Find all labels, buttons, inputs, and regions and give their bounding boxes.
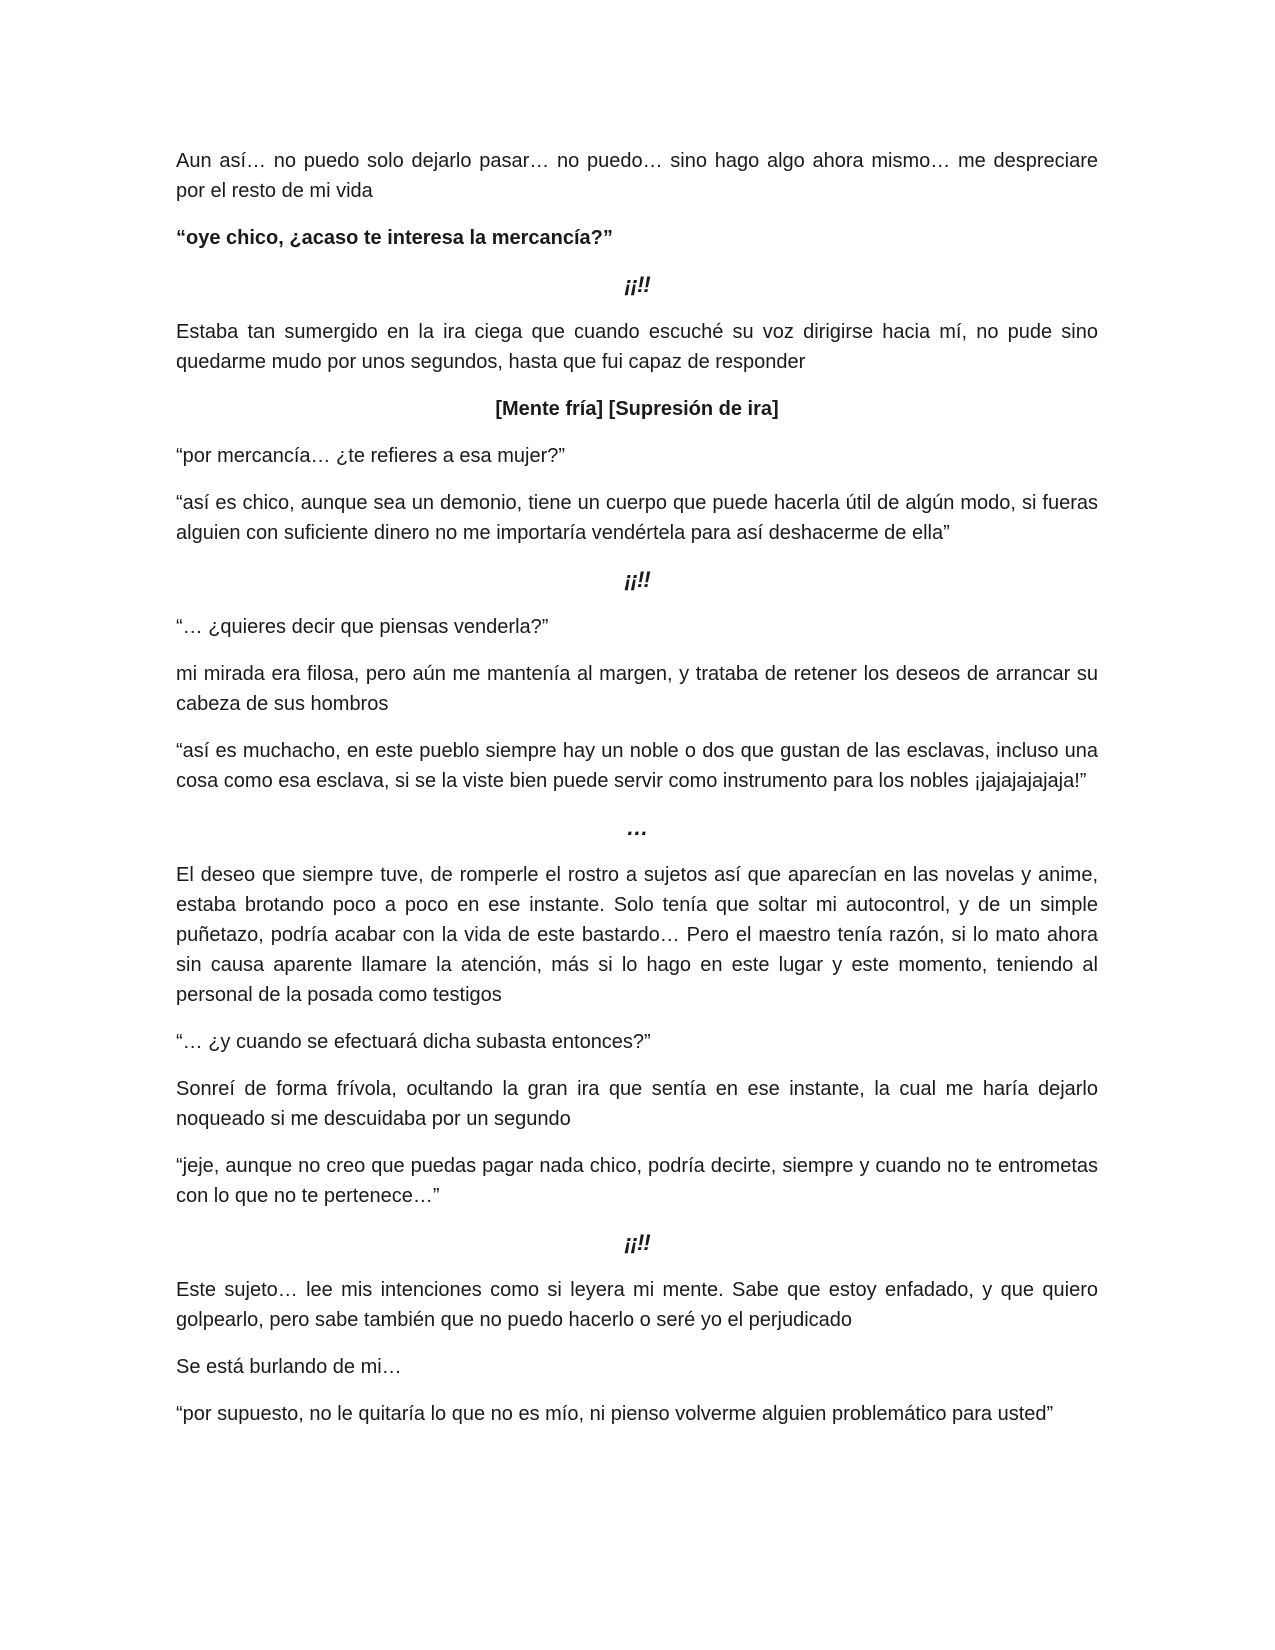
paragraph: Este sujeto… lee mis intenciones como si leyera mi mente. Sabe que estoy enfadado, y que quiero golpearlo, pero sabe también que no puedo hacerlo o seré yo el perjudicado (176, 1279, 1098, 1331)
dialogue: “… ¿y cuando se efectuará dicha subasta entonces?” (176, 1031, 651, 1053)
dialogue-bold: “oye chico, ¿acaso te interesa la mercancía?” (176, 227, 613, 249)
scene-separator: ¡¡!! (624, 567, 650, 592)
paragraph: Sonreí de forma frívola, ocultando la gran ira que sentía en ese instante, la cual me haría dejarlo noqueado si me descuidaba por un segundo (176, 1078, 1098, 1130)
paragraph: El deseo que siempre tuve, de romperle el rostro a sujetos así que aparecían en las novelas y anime, estaba brotando poco a poco en ese instante. Solo tenía que soltar mi autocontrol, y de un simple puñetazo, podría acabar con la vida de este bastardo… Pero el maestro tenía razón, si lo mato ahora sin causa aparente llamare la atención, más si lo hago en este lugar y este momento, teniendo al personal de la posada como testigos (176, 864, 1098, 1006)
dialogue: “por mercancía… ¿te refieres a esa mujer?” (176, 445, 566, 467)
paragraph: Se está burlando de mi… (176, 1356, 402, 1378)
paragraph: Estaba tan sumergido en la ira ciega que cuando escuché su voz dirigirse hacia mí, no pude sino quedarme mudo por unos segundos, hasta que fui capaz de responder (176, 321, 1098, 373)
dialogue: “… ¿quieres decir que piensas venderla?” (176, 616, 549, 638)
document-page (176, 146, 1098, 1446)
paragraph: mi mirada era filosa, pero aún me mantenía al margen, y trataba de retener los deseos de arrancar su cabeza de sus hombros (176, 663, 1098, 715)
dialogue: “así es muchacho, en este pueblo siempre hay un noble o dos que gustan de las esclavas, incluso una cosa como esa esclava, si se la viste bien puede servir como instrumento para los nobles ¡jajajajajaja!” (176, 740, 1098, 792)
scene-separator: ¡¡!! (624, 272, 650, 297)
paragraph: Aun así… no puedo solo dejarlo pasar… no puedo… sino hago algo ahora mismo… me despreciare por el resto de mi vida (176, 150, 1098, 202)
scene-separator: ¡¡!! (624, 1230, 650, 1255)
system-message: [Mente fría] [Supresión de ira] (495, 398, 779, 420)
dialogue: “jeje, aunque no creo que puedas pagar nada chico, podría decirte, siempre y cuando no te entrometas con lo que no te pertenece…” (176, 1155, 1098, 1207)
dialogue: “así es chico, aunque sea un demonio, tiene un cuerpo que puede hacerla útil de algún modo, si fueras alguien con suficiente dinero no me importaría vendértela para así deshacerme de ella” (176, 492, 1098, 544)
scene-separator: … (626, 815, 648, 840)
dialogue: “por supuesto, no le quitaría lo que no es mío, ni pienso volverme alguien problemático para usted” (176, 1403, 1054, 1425)
